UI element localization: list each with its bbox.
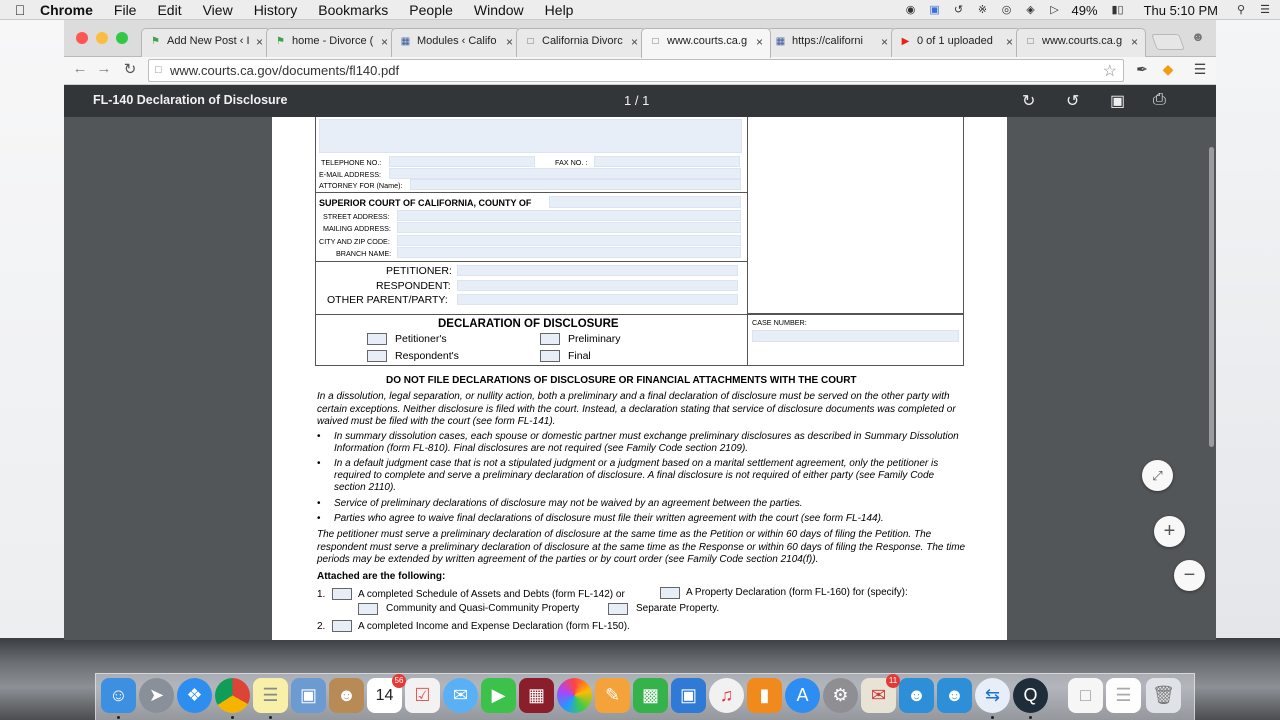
menu-chrome[interactable]: Chrome	[40, 1, 93, 18]
zoom-in-button[interactable]: +	[1154, 516, 1185, 547]
tab-label: Modules ‹ Califo	[417, 35, 497, 47]
battery-icon[interactable]: ▮▯	[1111, 4, 1124, 16]
income-expense-checkbox[interactable]	[332, 620, 352, 632]
calendar-day: 14	[375, 687, 394, 704]
tab-label: www.courts.ca.g	[1042, 35, 1123, 47]
preview-icon[interactable]: ▣	[291, 678, 326, 713]
close-tab-icon[interactable]: ×	[755, 35, 763, 49]
item2-number: 2.	[317, 621, 326, 632]
item1-property-text: A Property Declaration (form FL-160) for (specify):	[686, 587, 908, 598]
bullet-item: In summary dissolution cases, each spouse or domestic partner must exchange preliminary disclosures as described in Summary Dissolution Information (form FL-810). Final disclosures are not required (see Family Code section 2109).	[334, 431, 959, 454]
rotate-counterclockwise-icon[interactable]: ↺	[1066, 93, 1080, 110]
city-zip-field[interactable]	[397, 235, 741, 246]
tab-5[interactable]	[641, 28, 771, 58]
tab-label: Add New Post ‹ I	[167, 35, 250, 47]
photos-icon[interactable]	[557, 678, 592, 713]
tab-label: home - Divorce (	[292, 35, 374, 47]
pdf-toolbar	[64, 85, 1216, 117]
chrome-menu-icon[interactable]: ☰	[1193, 61, 1207, 77]
lync-icon[interactable]: ☻	[937, 678, 972, 713]
page-icon: □	[155, 64, 162, 76]
honey-extension-icon[interactable]: ◆	[1162, 61, 1174, 77]
tab-2[interactable]	[266, 28, 396, 57]
time-machine-icon[interactable]: ↺	[953, 4, 964, 16]
other-party-label: OTHER PARENT/PARTY:	[327, 294, 448, 306]
respondents-label: Respondent's	[395, 350, 459, 362]
fax-field[interactable]	[594, 156, 740, 167]
launchpad-icon[interactable]: ➤	[139, 678, 174, 713]
grid-icon: ▦	[400, 36, 411, 47]
final-label: Final	[568, 350, 591, 362]
bullet-marker: •	[317, 513, 321, 524]
respondent-field[interactable]	[457, 280, 738, 291]
branch-name-field[interactable]	[397, 247, 741, 258]
pdf-page-indicator: 1 / 1	[624, 93, 650, 108]
tab-label: www.courts.ca.g	[667, 35, 748, 47]
bullet-item: In a default judgment case that is not a stipulated judgment or a judgment based on a marital settlement agreement, only the petitioner is required to complete and serve a preliminary declaration of disclosure. A final disclosure is not required of either party (see Family Code section 2110).	[334, 458, 939, 493]
respondents-checkbox[interactable]	[367, 350, 387, 362]
running-indicator	[231, 716, 234, 719]
browser-toolbar	[64, 57, 1216, 85]
safari-icon[interactable]: ❖	[177, 678, 212, 713]
telephone-label: TELEPHONE NO.:	[321, 158, 382, 167]
menu-people[interactable]: People	[409, 1, 453, 18]
item2-text: A completed Income and Expense Declaration (form FL-150).	[358, 621, 630, 632]
bullet-marker: •	[317, 458, 321, 469]
print-icon[interactable]: ⎙	[1153, 91, 1166, 108]
profile-icon[interactable]: ☻	[1191, 29, 1205, 44]
record-icon[interactable]: ◉	[905, 4, 916, 16]
grid-icon: ▦	[775, 36, 786, 47]
tab-3[interactable]	[391, 28, 521, 57]
close-tab-icon[interactable]: ×	[630, 35, 638, 49]
petitioner-label: PETITIONER:	[386, 265, 452, 277]
menu-window[interactable]: Window	[473, 1, 524, 18]
email-label: E-MAIL ADDRESS:	[319, 170, 382, 179]
county-field[interactable]	[549, 196, 741, 208]
ibooks-icon[interactable]: ▮	[747, 678, 782, 713]
document-file-icon[interactable]: □	[1068, 678, 1103, 713]
item1-number: 1.	[317, 589, 326, 600]
bluetooth-icon[interactable]: ※	[977, 4, 988, 16]
address-bar[interactable]	[148, 59, 1124, 82]
schedule-assets-checkbox[interactable]	[332, 588, 352, 600]
airplay-icon[interactable]: ◎	[1001, 4, 1012, 16]
bullet-item: Parties who agree to waive final declarations of disclosure must file their written agreement with the court (see form FL-144).	[334, 513, 884, 524]
keynote-icon[interactable]: ▣	[671, 678, 706, 713]
desktop-right-window	[1216, 20, 1280, 640]
mail-stamp-icon[interactable]: ✉ 11	[861, 678, 896, 713]
fit-page-button[interactable]: ⤢	[1142, 460, 1173, 491]
clock[interactable]: Thu 5:10 PM	[1143, 2, 1218, 18]
reminders-icon[interactable]: ☑	[405, 678, 440, 713]
street-address-label: STREET ADDRESS:	[323, 212, 390, 221]
bookmark-star-icon[interactable]: ☆	[1102, 63, 1117, 80]
attorney-for-label: ATTORNEY FOR (Name):	[319, 181, 403, 190]
close-tab-icon[interactable]: ×	[1005, 35, 1013, 49]
finder-icon[interactable]: ☺	[101, 678, 136, 713]
contacts-icon[interactable]: ☻	[329, 678, 364, 713]
court-label: SUPERIOR COURT OF CALIFORNIA, COUNTY OF	[319, 198, 532, 208]
spotlight-search-icon[interactable]: ⚲	[1236, 4, 1246, 16]
notification-center-icon[interactable]: ☰	[1260, 4, 1270, 16]
petitioners-checkbox[interactable]	[367, 333, 387, 345]
case-number-label: CASE NUMBER:	[752, 318, 807, 327]
preliminary-checkbox[interactable]	[540, 333, 560, 345]
tab-6[interactable]	[766, 28, 896, 57]
quicktime-icon[interactable]: Q	[1013, 678, 1048, 713]
page-icon: □	[527, 36, 534, 47]
respondent-label: RESPONDENT:	[376, 280, 451, 292]
wifi-icon[interactable]: ◈	[1026, 4, 1035, 16]
eyedropper-extension-icon[interactable]: ✒	[1136, 61, 1148, 77]
menu-bookmarks[interactable]: Bookmarks	[318, 1, 389, 18]
tab-strip	[64, 20, 1216, 57]
final-checkbox[interactable]	[540, 350, 560, 362]
chrome-icon[interactable]	[215, 678, 250, 713]
minimize-window-button[interactable]	[96, 32, 108, 44]
itunes-icon[interactable]: ♫	[709, 678, 744, 713]
messages-icon[interactable]: ✉	[443, 678, 478, 713]
tab-label: 0 of 1 uploaded	[917, 35, 993, 47]
forward-arrow-icon[interactable]: →	[96, 60, 112, 77]
apple-menu-icon[interactable]	[0, 2, 40, 18]
pdf-page	[272, 117, 1007, 640]
rotate-clockwise-icon[interactable]: ↻	[1022, 93, 1036, 110]
mailing-address-field[interactable]	[397, 222, 741, 233]
petitioners-label: Petitioner's	[395, 333, 447, 345]
menu-file[interactable]: File	[113, 1, 137, 18]
new-tab-button[interactable]	[1151, 34, 1185, 50]
save-icon[interactable]: ▣	[1110, 93, 1126, 110]
pdf-title: FL-140 Declaration of Disclosure	[93, 93, 288, 107]
tab-1[interactable]	[141, 28, 271, 57]
volume-icon[interactable]: ▷	[1050, 4, 1059, 16]
youtube-icon: ▶	[901, 36, 910, 47]
community-property-label: Community and Quasi-Community Property	[386, 603, 580, 614]
attorney-name-field[interactable]	[319, 119, 742, 153]
menu-bar	[0, 0, 1280, 20]
mail-badge: 11	[886, 674, 900, 688]
battery-percent: 49%	[1071, 2, 1098, 18]
tab-label: California Divorc	[542, 35, 623, 47]
pages-icon[interactable]: ✎	[595, 678, 630, 713]
reload-icon[interactable]: ↻	[123, 61, 137, 78]
property-declaration-checkbox[interactable]	[660, 587, 680, 599]
warning-heading: DO NOT FILE DECLARATIONS OF DISCLOSURE OR FINANCIAL ATTACHMENTS WITH THE COURT	[386, 375, 857, 386]
system-preferences-icon[interactable]: ⚙	[823, 678, 858, 713]
trash-icon[interactable]: 🗑	[1146, 678, 1181, 713]
app-store-icon[interactable]: A	[785, 678, 820, 713]
item1-schedule-text: A completed Schedule of Assets and Debts (form FL-142) or	[358, 589, 625, 600]
green-flag-icon: ⚑	[151, 36, 160, 47]
telephone-field[interactable]	[389, 156, 535, 167]
tab-7[interactable]	[891, 28, 1021, 57]
street-address-field[interactable]	[397, 210, 741, 221]
attorney-for-field[interactable]	[410, 179, 741, 190]
declaration-title: DECLARATION OF DISCLOSURE	[438, 318, 619, 330]
separate-property-checkbox[interactable]	[608, 603, 628, 615]
email-field[interactable]	[389, 168, 741, 179]
close-tab-icon[interactable]: ×	[880, 35, 888, 49]
other-party-field[interactable]	[457, 294, 738, 305]
bullet-item: Service of preliminary declarations of disclosure may not be waived by an agreement between the parties.	[334, 498, 803, 509]
pdf-scrollbar[interactable]	[1209, 147, 1214, 447]
branch-name-label: BRANCH NAME:	[336, 249, 392, 258]
calendar-icon[interactable]	[367, 678, 402, 713]
close-tab-icon[interactable]: ×	[255, 35, 263, 49]
maximize-window-button[interactable]	[116, 32, 128, 44]
dock	[95, 673, 1195, 720]
case-number-field[interactable]	[752, 330, 959, 342]
timing-paragraph: The petitioner must serve a preliminary declaration of disclosure at the same time as the Petition or within 60 days of filing the Petition. The respondent must serve a preliminary declaration of disclosure at the same time as the Response or within 60 days of filing the Response. The time periods may be extended by written agreement of the parties or by court order (see Family Code section 2104(f)).	[317, 529, 966, 565]
menu-help[interactable]: Help	[544, 1, 574, 18]
pdf-viewer[interactable]	[64, 117, 1216, 640]
tab-label: https://californi	[792, 35, 863, 47]
page-icon: □	[652, 36, 659, 47]
separate-property-label: Separate Property.	[636, 603, 720, 614]
running-indicator	[1029, 716, 1032, 719]
bullet-marker: •	[317, 431, 321, 442]
calendar-badge: 56	[392, 674, 406, 688]
court-use-box	[747, 117, 964, 314]
petitioner-field[interactable]	[457, 265, 738, 276]
facetime-icon[interactable]: ▶	[481, 678, 516, 713]
photo-booth-icon[interactable]: ▦	[519, 678, 554, 713]
attached-heading: Attached are the following:	[317, 571, 446, 582]
vpn-icon[interactable]: ▣	[929, 4, 940, 16]
desktop-left-window	[0, 20, 64, 640]
fax-label: FAX NO. :	[555, 158, 588, 167]
menu-view[interactable]: View	[202, 1, 233, 18]
menu-edit[interactable]: Edit	[157, 1, 182, 18]
running-indicator	[991, 716, 994, 719]
page-icon: □	[1027, 36, 1034, 47]
running-indicator	[269, 716, 272, 719]
notes-icon[interactable]: ☰	[253, 678, 288, 713]
city-zip-label: CITY AND ZIP CODE:	[319, 237, 390, 246]
close-window-button[interactable]	[76, 32, 88, 44]
menu-history[interactable]: History	[253, 1, 298, 18]
teamviewer-icon[interactable]: ⇆	[975, 678, 1010, 713]
mailing-address-label: MAILING ADDRESS:	[323, 224, 391, 233]
zoom-out-button[interactable]: −	[1174, 560, 1205, 591]
numbers-icon[interactable]: ▩	[633, 678, 668, 713]
preliminary-label: Preliminary	[568, 333, 621, 345]
address-url: www.courts.ca.gov/documents/fl140.pdf	[170, 63, 400, 78]
back-arrow-icon[interactable]: ←	[72, 60, 88, 77]
green-flag-icon: ⚑	[276, 36, 285, 47]
lync-contacts-icon[interactable]: ☻	[899, 678, 934, 713]
bullet-marker: •	[317, 498, 321, 509]
chrome-window	[64, 20, 1216, 640]
intro-paragraph: In a dissolution, legal separation, or nullity action, both a preliminary and a final declaration of disclosure must be served on the other party with certain exceptions. Neither disclosure is filed with the court. Instead, a declaration stating that service of disclosure documents was completed or waived must be filed with the court (see form FL-141).	[317, 391, 956, 427]
tab-8[interactable]	[1016, 28, 1146, 57]
close-tab-icon[interactable]: ×	[1130, 35, 1138, 49]
downloads-stack-icon[interactable]: ☰	[1106, 678, 1141, 713]
community-property-checkbox[interactable]	[358, 603, 378, 615]
close-tab-icon[interactable]: ×	[380, 35, 388, 49]
close-tab-icon[interactable]: ×	[505, 35, 513, 49]
tab-4[interactable]	[516, 28, 646, 57]
running-indicator	[117, 716, 120, 719]
